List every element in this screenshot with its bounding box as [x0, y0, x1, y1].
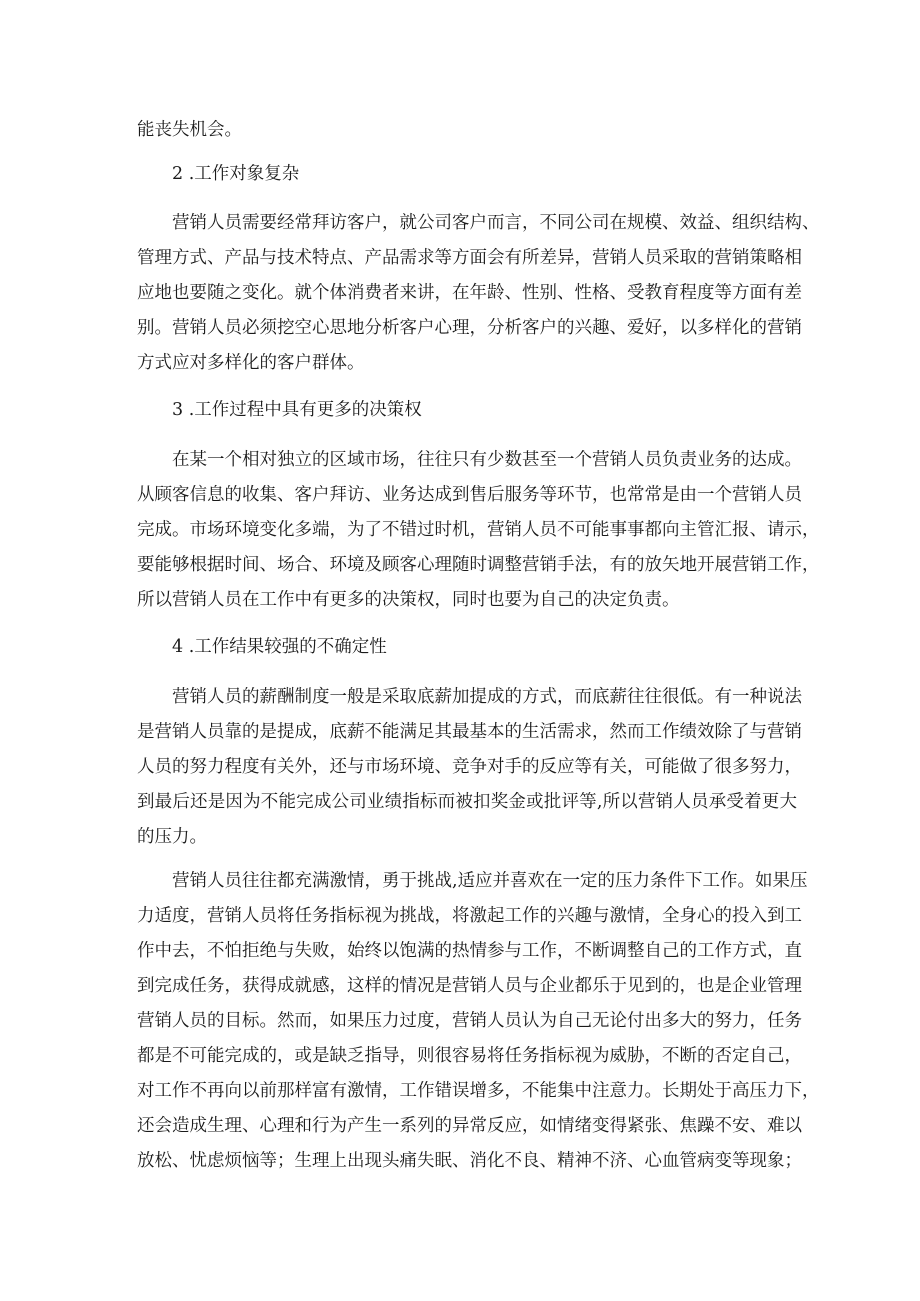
paragraph-text-line: 别。营销人员必须挖空心思地分析客户心理，分析客户的兴趣、爱好，以多样化的营销 — [137, 318, 802, 338]
paragraph-text-line: 营销人员的目标。然而，如果压力过度，营销人员认为自己无论付出多大的努力，任务 — [137, 1011, 802, 1031]
paragraph-text-line: 到最后还是因为不能完成公司业绩指标而被扣奖金或批评等,所以营销人员承受着更大 — [137, 792, 797, 812]
paragraph-text-line: 到完成任务，获得成就感，这样的情况是营销人员与企业都乐于见到的，也是企业管理 — [137, 976, 802, 996]
paragraph-text-line: 从顾客信息的收集、客户拜访、业务达成到售后服务等环节，也常常是由一个营销人员 — [137, 485, 802, 505]
paragraph-text-line: 是营销人员靠的是提成，底薪不能满足其最基本的生活需求，然而工作绩效除了与营销 — [137, 722, 802, 742]
paragraph-text-line: 要能够根据时间、场合、环境及顾客心理随时调整营销手法，有的放矢地开展营销工作， — [137, 555, 820, 575]
paragraph-text-line: 还会造成生理、心理和行为产生一系列的异常反应，如情绪变得紧张、焦躁不安、难以 — [137, 1116, 802, 1136]
paragraph-text-line: 能丧失机会。 — [137, 120, 242, 140]
paragraph-text-line: 人员的努力程度有关外，还与市场环境、竞争对手的反应等有关，可能做了很多努力， — [137, 757, 802, 777]
paragraph-text-line: 对工作不再向以前那样富有激情，工作错误增多，不能集中注意力。长期处于高压力下， — [137, 1081, 820, 1101]
paragraph-text-line: 所以营销人员在工作中有更多的决策权，同时也要为自己的决定负责。 — [137, 590, 680, 610]
paragraph-text-line: 在某一个相对独立的区域市场，往往只有少数甚至一个营销人员负责业务的达成。 — [172, 450, 802, 470]
paragraph-text-line: 都是不可能完成的，或是缺乏指导，则很容易将任务指标视为威胁，不断的否定自己， — [137, 1046, 802, 1066]
paragraph-text-line: 的压力。 — [137, 827, 207, 847]
paragraph-text-line: 管理方式、产品与技术特点、产品需求等方面会有所差异，营销人员采取的营销策略相 — [137, 248, 802, 268]
section-heading-3: 3 .工作过程中具有更多的决策权 — [172, 400, 422, 420]
section-heading-4: 4 .工作结果较强的不确定性 — [172, 637, 387, 657]
paragraph-text-line: 完成。市场环境变化多端，为了不错过时机，营销人员不可能事事都向主管汇报、请示， — [137, 520, 820, 540]
paragraph-text-line: 营销人员往往都充满激情，勇于挑战,适应并喜欢在一定的压力条件下工作。如果压 — [172, 871, 808, 891]
paragraph-text-line: 营销人员的薪酬制度一般是采取底薪加提成的方式，而底薪往往很低。有一种说法 — [172, 687, 802, 707]
section-heading-2: 2 .工作对象复杂 — [172, 164, 300, 184]
paragraph-text-line: 力适度，营销人员将任务指标视为挑战，将激起工作的兴趣与激情，全身心的投入到工 — [137, 906, 802, 926]
paragraph-text-line: 方式应对多样化的客户群体。 — [137, 353, 365, 373]
paragraph-text-line: 放松、忧虑烦恼等；生理上出现头痛失眠、消化不良、精神不济、心血管病变等现象； — [137, 1151, 802, 1171]
paragraph-text-line: 应地也要随之变化。就个体消费者来讲，在年龄、性别、性格、受教育程度等方面有差 — [137, 283, 802, 303]
paragraph-text-line: 作中去，不怕拒绝与失败，始终以饱满的热情参与工作，不断调整自己的工作方式，直 — [137, 941, 802, 961]
paragraph-text-line: 营销人员需要经常拜访客户，就公司客户而言，不同公司在规模、效益、组织结构、 — [172, 213, 820, 233]
